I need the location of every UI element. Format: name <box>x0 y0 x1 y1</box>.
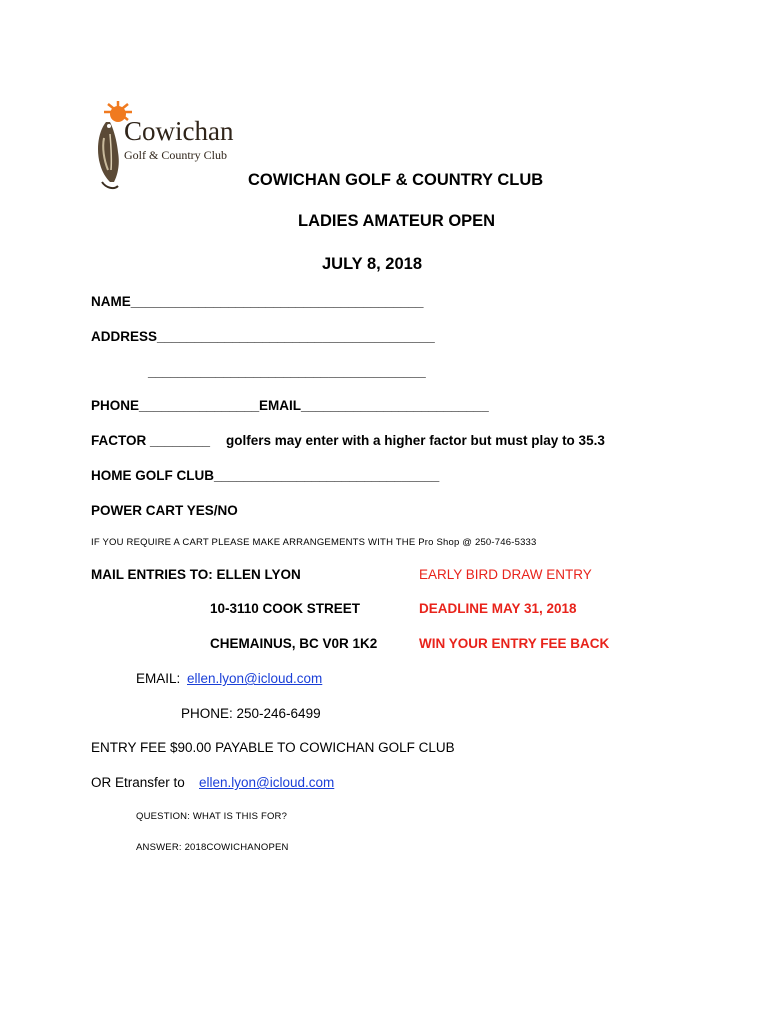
email-label: EMAIL: <box>136 671 181 686</box>
etransfer-label: OR Etransfer to <box>91 775 185 790</box>
ellen-email-link[interactable]: ellen.lyon@icloud.com <box>187 671 323 686</box>
name-field[interactable]: NAME_______________________________________ <box>91 294 424 309</box>
power-cart-field[interactable]: POWER CART YES/NO <box>91 503 238 518</box>
security-question: QUESTION: WHAT IS THIS FOR? <box>136 811 288 822</box>
home-club-field[interactable]: HOME GOLF CLUB______________________________ <box>91 468 440 483</box>
entry-fee-line: ENTRY FEE $90.00 PAYABLE TO COWICHAN GOLF CLUB <box>91 740 455 755</box>
cart-note: IF YOU REQUIRE A CART PLEASE MAKE ARRANGEMENTS WITH THE Pro Shop @ 250-746-5333 <box>91 537 537 548</box>
phone-field[interactable]: PHONE________________ <box>91 398 260 413</box>
mail-entries-label: MAIL ENTRIES TO: ELLEN LYON <box>91 567 301 582</box>
event-date: JULY 8, 2018 <box>322 255 422 273</box>
early-bird-prize: WIN YOUR ENTRY FEE BACK <box>419 636 610 651</box>
logo-name: Cowichan <box>124 116 234 146</box>
early-bird-title: EARLY BIRD DRAW ENTRY <box>419 567 592 582</box>
factor-note: golfers may enter with a higher factor but must play to 35.3 <box>226 433 605 448</box>
early-bird-deadline: DEADLINE MAY 31, 2018 <box>419 601 577 616</box>
club-title: COWICHAN GOLF & COUNTRY CLUB <box>248 171 544 189</box>
contact-phone: PHONE: 250-246-6499 <box>181 706 321 721</box>
address-field[interactable]: ADDRESS_____________________________________ <box>91 329 435 344</box>
factor-field[interactable]: FACTOR ________ <box>91 433 211 448</box>
mail-street: 10-3110 COOK STREET <box>210 601 361 616</box>
event-title: LADIES AMATEUR OPEN <box>298 212 496 230</box>
mail-city: CHEMAINUS, BC V0R 1K2 <box>210 636 378 651</box>
logo-subtitle: Golf & Country Club <box>124 148 228 162</box>
security-answer: ANSWER: 2018COWICHANOPEN <box>136 842 289 853</box>
club-logo <box>84 98 254 198</box>
email-field[interactable]: EMAIL_________________________ <box>259 398 489 413</box>
etransfer-email-link[interactable]: ellen.lyon@icloud.com <box>199 775 335 790</box>
address-line2-field[interactable]: _____________________________________ <box>148 364 426 379</box>
